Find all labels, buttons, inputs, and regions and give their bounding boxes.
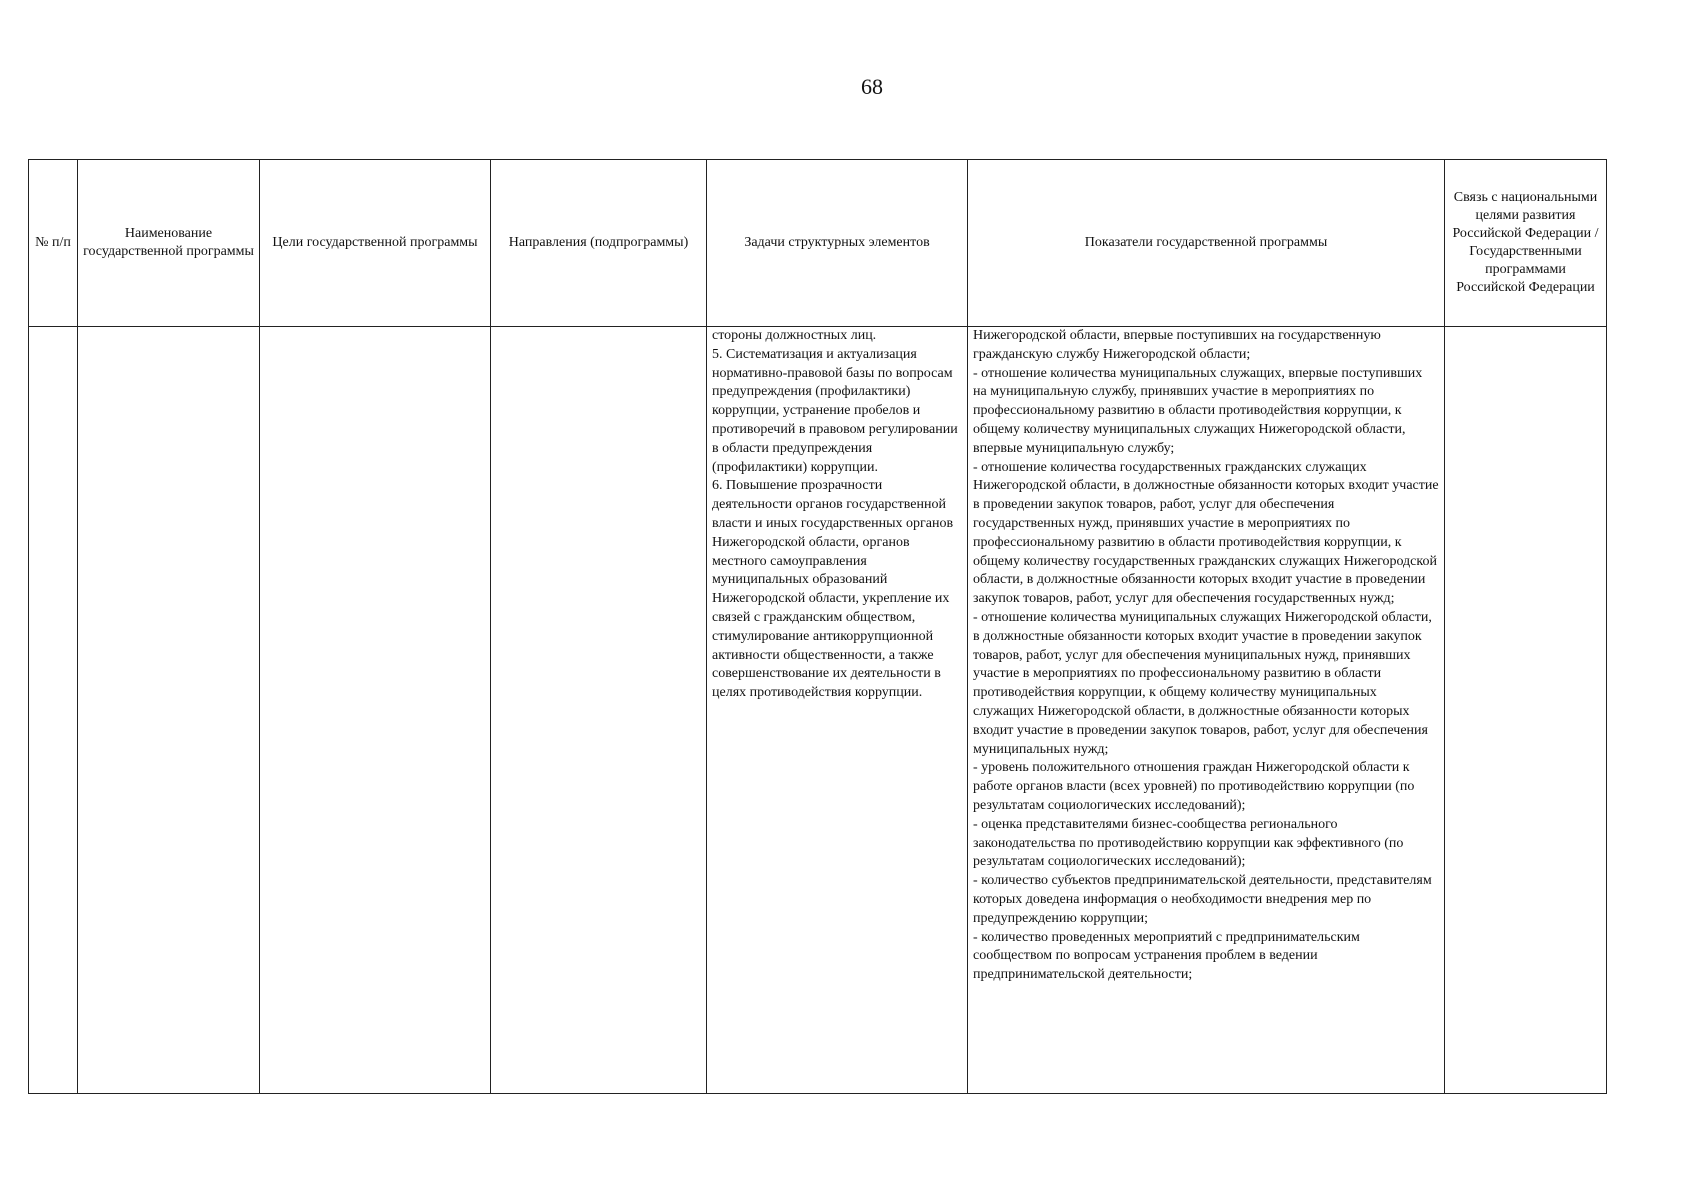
header-program-name: Наименование государственной программы <box>78 160 260 327</box>
cell-indicators <box>968 327 1445 1094</box>
header-directions: Направления (подпрограммы) <box>491 160 707 327</box>
cell-national-goals <box>1445 327 1607 1094</box>
table-row <box>29 327 1607 1094</box>
tasks-text: стороны должностных лиц. 5. Систематизация и актуализация нормативно-правовой базы по вопросам предупреждения (профилактики) коррупции, устранение пробелов и противоречий в правовом регулировании в области предупреждения (профилактики) коррупции. 6. Повышение прозрачности деятельности органов государственной власти и иных государственных органов Нижегородской области, органов местного самоуправления муниципальных образований Нижегородской области, укрепление их связей с гражданским обществом, стимулирование антикоррупционной активности общественности, а также совершенствование их деятельности в целях противодействия коррупции. <box>712 328 958 701</box>
header-national-goals: Связь с национальными целями развития Российской Федерации / Государственными программами Российской Федерации <box>1445 160 1607 327</box>
header-tasks: Задачи структурных элементов <box>707 160 968 327</box>
indicators-text: Нижегородской области, впервые поступивших на государственную гражданскую службу Нижегородской области; - отношение количества муниципальных служащих, впервые поступивших на муниципальную службу, принявших участие в мероприятиях по профессиональному развитию в области противодействия коррупции, к общему количеству муниципальных служащих Нижегородской области, впервые муниципальную службу; - отношение количества государственных гражданских служащих Нижегородской области, в должностные обязанности которых входит участие в проведении закупок товаров, работ, услуг для обеспечения государственных нужд, принявших участие в мероприятиях по профессиональному развитию в области противодействия коррупции, к общему количеству государственных гражданских служащих Нижегородской области, в должностные обязанности которых входит участие в проведении закупок товаров, работ, услуг для обеспечения государственных нужд; - отношение количества муниципальных служащих Нижегородской области, в должностные обязанности которых входит участие в проведении закупок товаров, работ, услуг для обеспечения муниципальных нужд, принявших участие в мероприятиях по профессиональному развитию в области противодействия коррупции, к общему количеству муниципальных служащих Нижегородской области, в должностные обязанности которых входит участие в проведении закупок товаров, работ, услуг для обеспечения муниципальных нужд; - уровень положительного отношения граждан Нижегородской области к работе органов власти (всех уровней) по противодействию коррупции (по результатам социологических исследований); - оценка представителями бизнес-сообщества регионального законодательства по противодействию коррупции как эффективного (по результатам социологических исследований); - количество субъектов предпринимательской деятельности, представителям которых доведена информация о необходимости внедрения мер по предупреждению коррупции; - количество проведенных мероприятий с предпринимательским сообществом по вопросам устранения проблем в ведении предпринимательской деятельности; <box>973 328 1439 983</box>
header-goals: Цели государственной программы <box>260 160 491 327</box>
cell-directions <box>491 327 707 1094</box>
cell-tasks <box>707 327 968 1094</box>
cell-number <box>29 327 78 1094</box>
table-header-row <box>29 160 1607 327</box>
header-indicators: Показатели государственной программы <box>968 160 1445 327</box>
program-table <box>28 159 1607 1094</box>
cell-goals <box>260 327 491 1094</box>
header-number: № п/п <box>29 160 78 327</box>
page-number: 68 <box>861 74 883 99</box>
cell-program-name <box>78 327 260 1094</box>
